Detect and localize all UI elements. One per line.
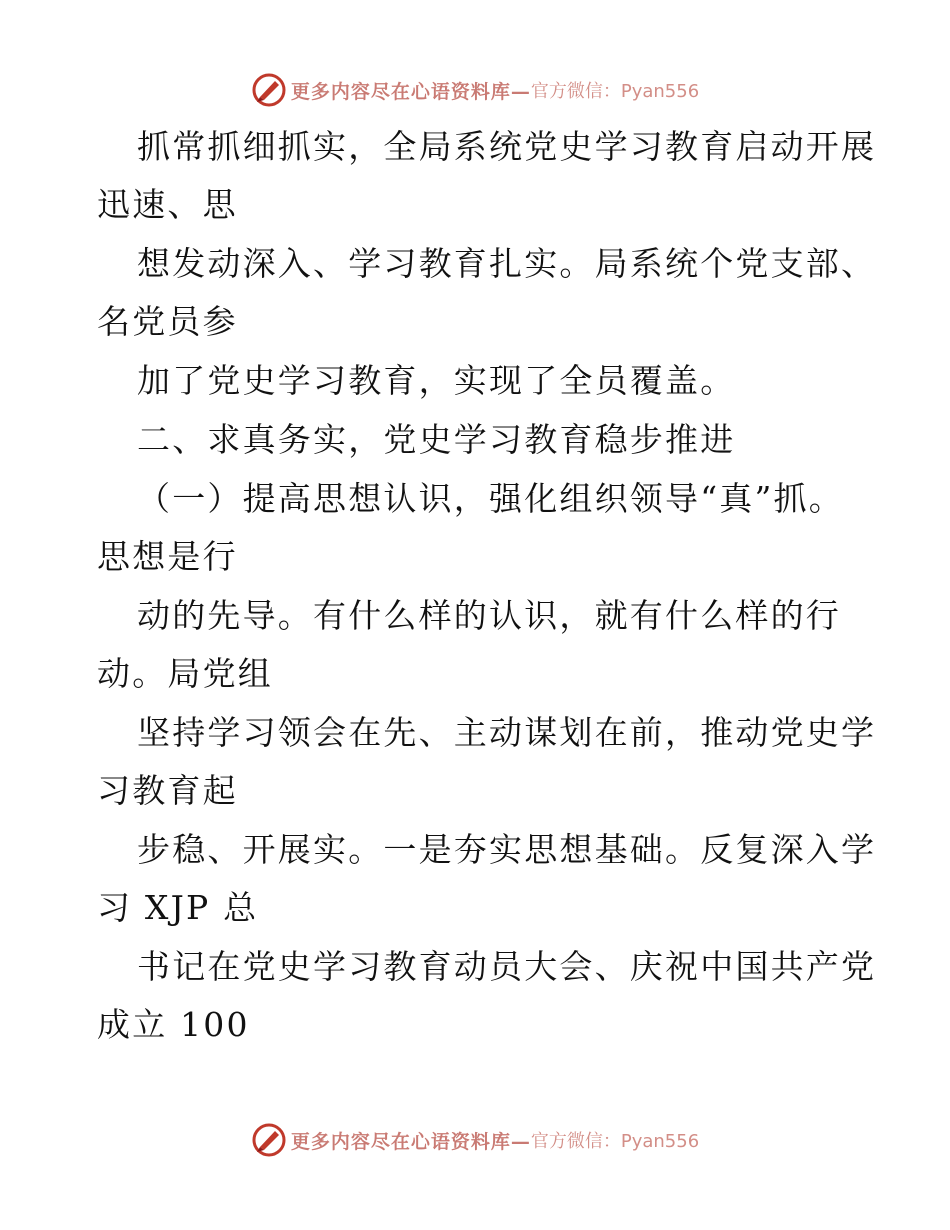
text-line: 动。局党组: [97, 654, 273, 693]
text-line: 步稳、开展实。一是夯实思想基础。反复深入学: [137, 830, 877, 869]
pen-logo-icon: [251, 72, 287, 108]
text-line: 名党员参: [97, 302, 238, 341]
banner-text: 更多内容尽在心语资料库—: [290, 80, 531, 103]
banner-wechat: 官方微信：Pyan556: [530, 1131, 700, 1152]
pen-logo-icon: [251, 1122, 287, 1158]
text-line: 迅速、思: [97, 185, 238, 224]
text-line: 习教育起: [97, 771, 238, 810]
text-line: 想发动深入、学习教育扎实。局系统个党支部、: [137, 244, 877, 283]
header-banner: [0, 70, 950, 110]
text-line: 抓常抓细抓实，全局系统党史学习教育启动开展: [137, 127, 877, 166]
text-line: 加了党史学习教育，实现了全员覆盖。: [137, 361, 736, 400]
banner-text: 更多内容尽在心语资料库—: [290, 1130, 531, 1153]
text-line: 习 XJP 总: [97, 888, 259, 927]
subsection-heading: （一）提高思想认识，强化组织领导“真”抓。: [137, 479, 844, 518]
footer-banner: [0, 1120, 950, 1160]
text-line: 坚持学习领会在先、主动谋划在前，推动党史学: [137, 713, 877, 752]
banner-wechat: 官方微信：Pyan556: [530, 81, 700, 102]
section-heading: 二、求真务实，党史学习教育稳步推进: [137, 420, 736, 459]
text-line: 成立 100: [97, 1005, 250, 1044]
text-line: 动的先导。有什么样的认识，就有什么样的行: [137, 596, 841, 635]
text-line: 思想是行: [97, 537, 238, 576]
text-line: 书记在党史学习教育动员大会、庆祝中国共产党: [137, 947, 877, 986]
